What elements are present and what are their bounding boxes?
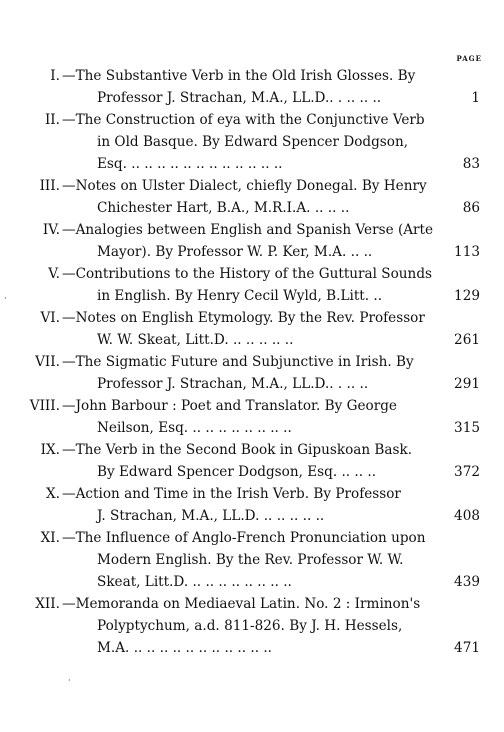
entry-number: VI. xyxy=(40,310,60,326)
entry-title-line: —The Substantive Verb in the Old Irish Glosses. By xyxy=(62,68,416,84)
entry-title-line: Modern English. By the Rev. Professor W. W. xyxy=(97,552,404,568)
entry-number: VII. xyxy=(35,354,60,370)
entry-title-line: in Old Basque. By Edward Spencer Dodgson, xyxy=(97,134,409,150)
entry-number: XII. xyxy=(35,596,60,612)
entry-page-number: 372 xyxy=(454,464,480,480)
entry-title-line: Professor J. Strachan, M.A., LL.D.. . .. .. .. xyxy=(97,90,382,106)
entry-title-line: Professor J. Strachan, M.A., LL.D.. . .. .. xyxy=(97,376,369,392)
page-column-label: PAGE xyxy=(456,54,482,63)
entry-title-line: Chichester Hart, B.A., M.R.I.A. .. .. .. xyxy=(97,200,350,216)
entry-page-number: 83 xyxy=(462,156,480,172)
entry-page-number: 471 xyxy=(454,640,480,656)
entry-title-line: By Edward Spencer Dodgson, Esq. .. .. .. xyxy=(97,464,377,480)
entry-number: XI. xyxy=(40,530,60,546)
entry-page-number: 129 xyxy=(454,288,480,304)
entry-title-line: Esq. .. .. .. .. .. .. .. .. .. .. .. .. xyxy=(97,156,283,172)
entry-number: IX. xyxy=(40,442,60,458)
entry-title-line: J. Strachan, M.A., LL.D. .. .. .. .. .. xyxy=(97,508,325,524)
entry-page-number: 439 xyxy=(454,574,480,590)
entry-title-line: —Notes on Ulster Dialect, chiefly Donegal. By Henry xyxy=(62,178,427,194)
entry-page-number: 261 xyxy=(454,332,480,348)
entry-title-line: W. W. Skeat, Litt.D. .. .. .. .. .. xyxy=(97,332,294,348)
entry-page-number: 315 xyxy=(454,420,480,436)
entry-title-line: Neilson, Esq. .. .. .. .. .. .. .. .. xyxy=(97,420,292,436)
entry-number: V. xyxy=(48,266,60,282)
entry-title-line: —Action and Time in the Irish Verb. By Professor xyxy=(62,486,401,502)
entry-page-number: 113 xyxy=(454,244,480,260)
entry-number: IV. xyxy=(42,222,60,238)
entry-title-line: —The Verb in the Second Book in Gipuskoan Bask. xyxy=(62,442,413,458)
entry-title-line: —Analogies between English and Spanish Verse (Arte xyxy=(62,222,434,238)
entry-title-line: —The Construction of eya with the Conjunctive Verb xyxy=(62,112,425,128)
bottom-speck: · xyxy=(68,676,71,685)
entry-title-line: in English. By Henry Cecil Wyld, B.Litt. .. xyxy=(97,288,383,304)
entry-title-line: —The Sigmatic Future and Subjunctive in Irish. By xyxy=(62,354,414,370)
entry-title-line: —The Influence of Anglo-French Pronunciation upon xyxy=(62,530,426,546)
margin-speck: · xyxy=(4,294,7,303)
entry-page-number: 408 xyxy=(454,508,480,524)
entry-number: VIII. xyxy=(29,398,60,414)
entry-title-line: Polyptychum, a.d. 811-826. By J. H. Hessels, xyxy=(97,618,403,634)
entry-title-line: M.A. .. .. .. .. .. .. .. .. .. .. .. xyxy=(97,640,272,656)
entry-number: II. xyxy=(44,112,60,128)
entry-page-number: 1 xyxy=(471,90,480,106)
entry-title-line: —Contributions to the History of the Guttural Sounds xyxy=(62,266,432,282)
entry-title-line: —Memoranda on Mediaeval Latin. No. 2 : Irminon's xyxy=(62,596,421,612)
entry-title-line: —Notes on English Etymology. By the Rev. Professor xyxy=(62,310,425,326)
entry-title-line: —John Barbour : Poet and Translator. By George xyxy=(62,398,397,414)
entry-number: I. xyxy=(50,68,60,84)
entry-page-number: 86 xyxy=(462,200,480,216)
entry-title-line: Skeat, Litt.D. .. .. .. .. .. .. .. .. xyxy=(97,574,292,590)
entry-number: III. xyxy=(39,178,60,194)
entry-number: X. xyxy=(46,486,60,502)
entry-title-line: Mayor). By Professor W. P. Ker, M.A. .. .. xyxy=(97,244,373,260)
entry-page-number: 291 xyxy=(454,376,480,392)
